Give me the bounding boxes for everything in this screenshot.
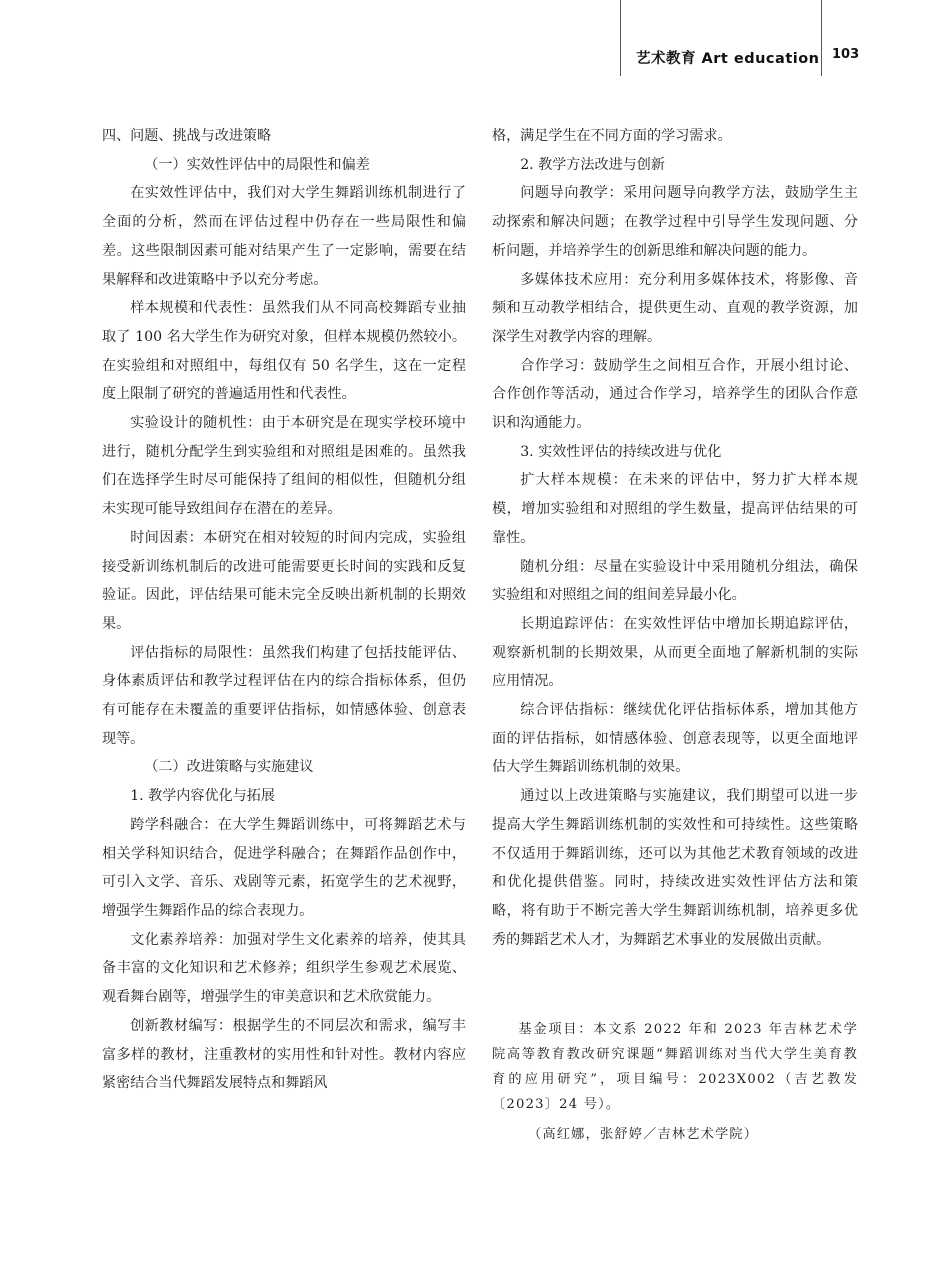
right-text-column [492,122,858,954]
paragraph: 时间因素：本研究在相对较短的时间内完成，实验组接受新训练机制后的改进可能需要更长时间的实践和反复验证。因此，评估结果可能未完全反映出新机制的长期效果。 [102,529,466,632]
subsection-heading: （二）改进策略与实施建议 [144,759,314,776]
paragraph: 评估指标的局限性：虽然我们构建了包括技能评估、身体素质评估和教学过程评估在内的综合指标体系，但仍有可能存在未覆盖的重要评估指标，如情感体验、创意表现等。 [102,644,466,747]
numbered-heading: 2. 教学方法改进与创新 [520,156,665,173]
numbered-heading: 3. 实效性评估的持续改进与优化 [520,443,722,460]
author-affiliation: （高红娜，张舒婷／吉林艺术学院） [528,1127,759,1142]
paragraph: 多媒体技术应用：充分利用多媒体技术，将影像、音频和互动教学相结合，提供更生动、直观的教学资源，加深学生对教学内容的理解。 [492,271,858,345]
journal-section-title: 艺术教育 Art education [636,51,820,67]
paragraph: 跨学科融合：在大学生舞蹈训练中，可将舞蹈艺术与相关学科知识结合，促进学科融合；在舞蹈作品创作中，可引入文学、音乐、戏剧等元素，拓宽学生的艺术视野，增强学生舞蹈作品的综合表现力。 [102,816,466,919]
paragraph: 扩大样本规模：在未来的评估中，努力扩大样本规模，增加实验组和对照组的学生数量，提高评估结果的可靠性。 [492,472,858,546]
paragraph: 创新教材编写：根据学生的不同层次和需求，编写丰富多样的教材，注重教材的实用性和针对性。教材内容应紧密结合当代舞蹈发展特点和舞蹈风 [102,1017,466,1092]
paragraph: 样本规模和代表性：虽然我们从不同高校舞蹈专业抽取了 100 名大学生作为研究对象，但样本规模仍然较小。在实验组和对照组中，每组仅有 50 名学生，这在一定程度上限制了研究的普遍适用性和代表性。 [102,300,466,403]
paragraph: 随机分组：尽量在实验设计中采用随机分组法，确保实验组和对照组之间的组间差异最小化。 [492,558,858,604]
paragraph: 综合评估指标：继续优化评估指标体系，增加其他方面的评估指标，如情感体验、创意表现等，以更全面地评估大学生舞蹈训练机制的效果。 [492,702,858,776]
paragraph: 在实效性评估中，我们对大学生舞蹈训练机制进行了全面的分析，然而在评估过程中仍存在一些局限性和偏差。这些限制因素可能对结果产生了一定影响，需要在结果解释和改进策略中予以充分考虑。 [102,185,466,288]
paragraph: 长期追踪评估：在实效性评估中增加长期追踪评估，观察新机制的长期效果，从而更全面地了解新机制的实际应用情况。 [492,615,858,690]
page-number: 103 [832,47,860,62]
fund-note [492,1017,858,1117]
header-divider-right [821,0,822,76]
paragraph: 合作学习：鼓励学生之间相互合作，开展小组讨论、合作创作等活动，通过合作学习，培养学生的团队合作意识和沟通能力。 [492,357,858,432]
numbered-heading: 1. 教学内容优化与拓展 [130,788,275,805]
paragraph: 通过以上改进策略与实施建议，我们期望可以进一步提高大学生舞蹈训练机制的实效性和可持续性。这些策略不仅适用于舞蹈训练，还可以为其他艺术教育领域的改进和优化提供借鉴。同时，持续改进实效性评估方法和策略，将有助于不断完善大学生舞蹈训练机制，培养更多优秀的舞蹈艺术人才，为舞蹈艺术事业的发展做出贡献。 [492,788,858,948]
fund-note-text: 基金项目：本文系 2022 年和 2023 年吉林艺术学院高等教育教改研究课题“舞蹈训练对当代大学生美育教育的应用研究”，项目编号：2023X002（吉艺教发〔2023〕24 号）。 [492,1022,858,1112]
paragraph: 文化素养培养：加强对学生文化素养的培养，使其具备丰富的文化知识和艺术修养；组织学生参观艺术展览、观看舞台剧等，增强学生的审美意识和艺术欣赏能力。 [102,931,466,1006]
header-divider-left [620,0,621,76]
left-text-column [102,122,466,1098]
paragraph: 问题导向教学：采用问题导向教学方法，鼓励学生主动探索和解决问题；在教学过程中引导学生发现问题、分析问题，并培养学生的创新思维和解决问题的能力。 [492,185,858,259]
paragraph: 实验设计的随机性：由于本研究是在现实学校环境中进行，随机分配学生到实验组和对照组是困难的。虽然我们在选择学生时尽可能保持了组间的相似性，但随机分组未实现可能导致组间存在潜在的差异。 [102,415,466,518]
section-heading: 四、问题、挑战与改进策略 [102,128,272,144]
subsection-heading: （一）实效性评估中的局限性和偏差 [144,156,370,173]
paragraph-continuation: 格，满足学生在不同方面的学习需求。 [492,128,732,144]
